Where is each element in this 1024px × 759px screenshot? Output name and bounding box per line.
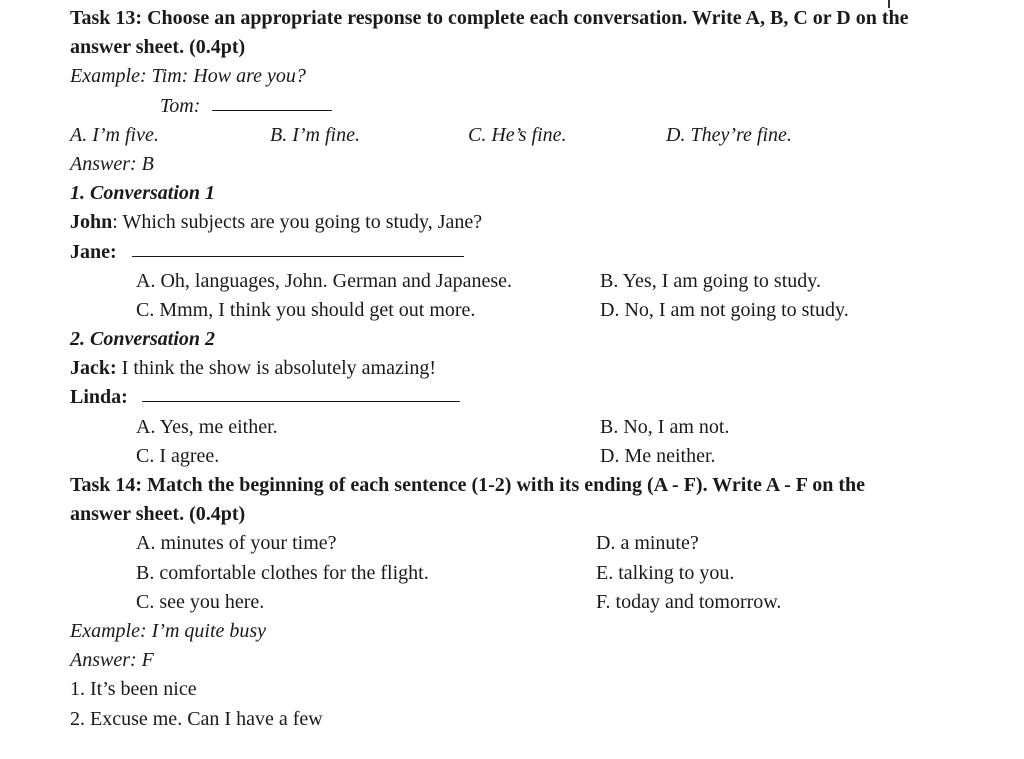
speaker-john: John [70, 211, 113, 234]
task14-title-line1: Task 14: Match the beginning of each sentence (1-2) with its ending (A - F). Write A - F on the [70, 474, 865, 496]
ending-a: A. minutes of your time? [136, 532, 337, 555]
task14-item-2: 2. Excuse me. Can I have a few [70, 707, 323, 730]
conv1-option-c: C. Mmm, I think you should get out more. [136, 298, 476, 321]
task14-endings-row2 [70, 559, 1010, 588]
conv2-option-c: C. I agree. [136, 444, 220, 467]
task14-example-answer: Answer: F [70, 649, 154, 672]
conversation2-jack-line [70, 354, 1010, 383]
jack-statement: I think the show is absolutely amazing! [116, 357, 437, 380]
conversation1-john-line [70, 208, 1010, 237]
task13-example-options [70, 121, 1010, 150]
ending-e: E. talking to you. [596, 561, 735, 584]
example-option-a: A. I’m five. [70, 123, 159, 146]
conversation1-options-row1 [70, 267, 1010, 296]
conv2-option-b: B. No, I am not. [600, 415, 730, 438]
john-question: : Which subjects are you going to study, Jane? [112, 211, 483, 234]
speaker-jack: Jack: [70, 357, 117, 380]
task14-title-line2: answer sheet. (0.4pt) [70, 503, 246, 526]
example-option-d: D. They’re fine. [666, 123, 792, 146]
conversation2-heading: 2. Conversation 2 [70, 328, 216, 351]
conversation1-options-row2 [70, 296, 1010, 325]
task13-example-answer: Answer: B [70, 152, 154, 175]
linda-answer-blank [142, 383, 460, 402]
task13-title-line2: answer sheet. (0.4pt) [70, 36, 246, 59]
example-answer-blank [212, 92, 332, 111]
conv1-option-a: A. Oh, languages, John. German and Japanese. [136, 269, 513, 292]
speaker-jane: Jane: [70, 240, 117, 263]
conversation1-heading: 1. Conversation 1 [70, 182, 216, 205]
conv2-option-d: D. Me neither. [600, 444, 716, 467]
ending-b: B. comfortable clothes for the flight. [136, 561, 429, 584]
task13-example-question: Example: Tim: How are you? [70, 65, 306, 88]
conversation2-options-row1 [70, 413, 1010, 442]
task14-endings-row3 [70, 588, 1010, 617]
conversation2-options-row2 [70, 442, 1010, 471]
ending-c: C. see you here. [136, 590, 265, 613]
conv2-option-a: A. Yes, me either. [136, 415, 278, 438]
ending-f: F. today and tomorrow. [596, 590, 782, 613]
task14-endings-row1 [70, 529, 1010, 558]
conv1-option-d: D. No, I am not going to study. [600, 298, 849, 321]
task14-example: Example: I’m quite busy [70, 619, 267, 642]
conversation1-jane-line [70, 238, 1010, 267]
example-option-b: B. I’m fine. [270, 123, 360, 146]
conv1-option-b: B. Yes, I am going to study. [600, 269, 821, 292]
conversation2-linda-line [70, 383, 1010, 412]
task14-item-1: 1. It’s been nice [70, 678, 197, 701]
ending-d: D. a minute? [596, 532, 699, 555]
example-tom-label: Tom: [160, 94, 201, 117]
task13-example-response [70, 92, 1010, 121]
example-option-c: C. He’s fine. [468, 123, 567, 146]
speaker-linda: Linda: [70, 386, 128, 409]
jane-answer-blank [132, 238, 464, 257]
task13-title-line1: Task 13: Choose an appropriate response to complete each conversation. Write A, B, C or D on the [70, 7, 909, 29]
worksheet [70, 4, 1010, 734]
